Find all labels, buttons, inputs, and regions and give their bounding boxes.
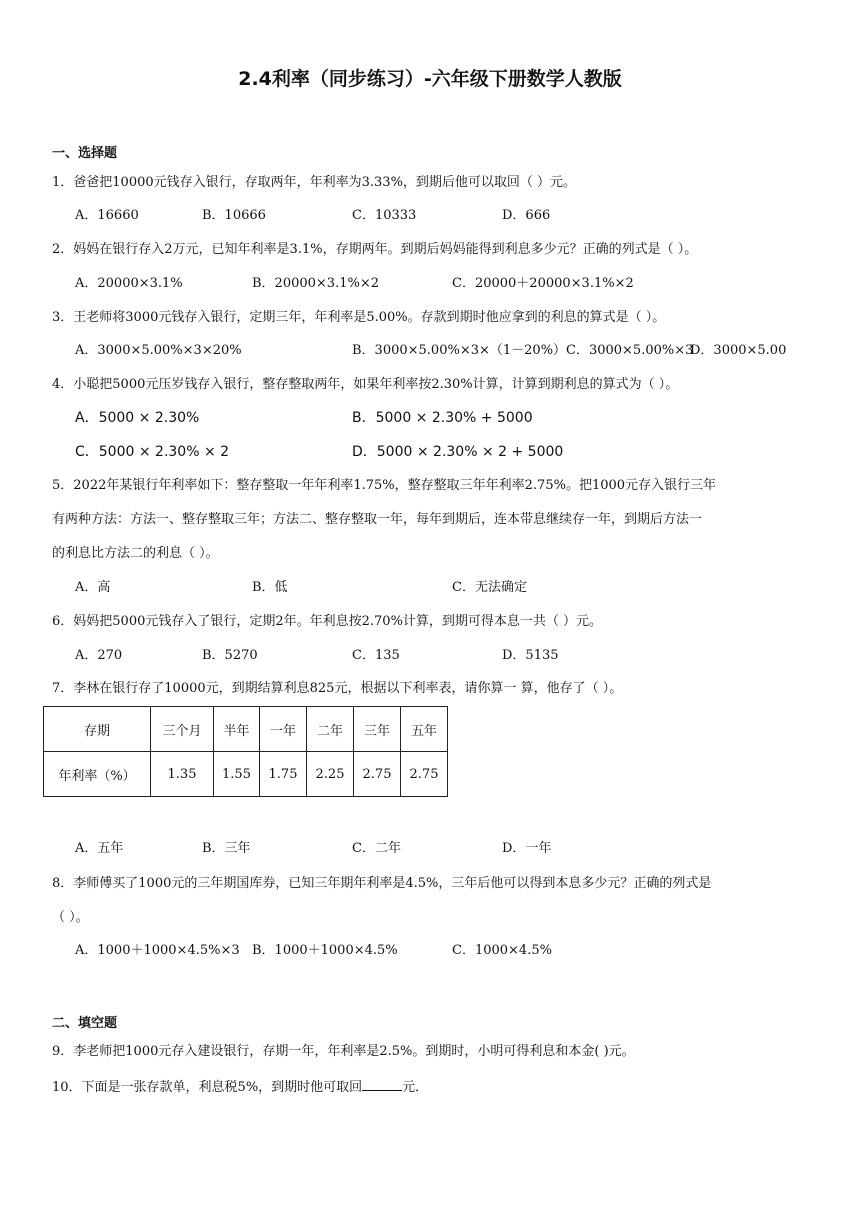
table-cell: 1.75 — [260, 752, 307, 797]
q3-option-a[interactable]: A．3000×5.00%×3×20% — [75, 343, 242, 358]
q4-option-b[interactable]: B．5000 × 2.30% + 5000 — [352, 410, 533, 426]
page-title: 2.4利率（同步练习）-六年级下册数学人教版 — [238, 68, 622, 90]
q2-option-a[interactable]: A．20000×3.1% — [75, 276, 183, 291]
question-8-line-2: （ ）。 — [52, 910, 89, 925]
table-header-cell: 半年 — [214, 707, 260, 752]
q5-option-b[interactable]: B．低 — [252, 580, 288, 595]
q7-option-d[interactable]: D．一年 — [502, 841, 552, 856]
table-header-cell: 三个月 — [151, 707, 214, 752]
question-6-stem: 6．妈妈把5000元钱存入了银行，定期2年。年利息按2.70%计算，到期可得本息一共（ ）元。 — [52, 614, 603, 629]
table-cell: 2.75 — [354, 752, 401, 797]
question-2-stem: 2．妈妈在银行存入2万元，已知年利率是3.1%，存期两年。到期后妈妈能得到利息多少元？正确的列式是（ ）。 — [52, 242, 698, 257]
q1-option-a[interactable]: A．16660 — [75, 208, 139, 223]
question-7-stem: 7．李林在银行存了10000元，到期结算利息825元，根据以下利率表，请你算一 算，他存了（ ）。 — [52, 681, 623, 696]
q4-option-d[interactable]: D．5000 × 2.30% × 2 + 5000 — [352, 444, 564, 460]
q8-option-b[interactable]: B．1000＋1000×4.5% — [252, 943, 398, 958]
question-5-line-2: 有两种方法：方法一、整存整取三年；方法二、整存整取一年，每年到期后，连本带息继续存一年，到期后方法一 — [52, 512, 703, 527]
q2-option-b[interactable]: B．20000×3.1%×2 — [252, 276, 379, 291]
table-row — [44, 752, 448, 797]
question-8-line-1: 8．李师傅买了1000元的三年期国库券，已知三年期年利率是4.5%，三年后他可以得到本息多少元？正确的列式是 — [52, 876, 712, 891]
question-3-stem: 3．王老师将3000元钱存入银行，定期三年，年利率是5.00%。存款到期时他应拿到的利息的算式是（ ）。 — [52, 310, 666, 325]
interest-rate-table — [43, 706, 448, 797]
q7-option-c[interactable]: C．二年 — [352, 841, 401, 856]
q7-option-a[interactable]: A．五年 — [75, 841, 124, 856]
question-10-stem — [52, 1078, 428, 1096]
q1-option-b[interactable]: B．10666 — [202, 208, 266, 223]
table-cell: 2.75 — [401, 752, 448, 797]
q6-option-c[interactable]: C．135 — [352, 648, 400, 663]
table-cell: 年利率（%） — [44, 752, 151, 797]
table-header-cell: 五年 — [401, 707, 448, 752]
q8-option-a[interactable]: A．1000＋1000×4.5%×3 — [75, 943, 240, 958]
q1-option-c[interactable]: C．10333 — [352, 208, 417, 223]
q3-option-d[interactable]: D．3000×5.00 — [690, 343, 787, 358]
q2-option-c[interactable]: C．20000＋20000×3.1%×2 — [452, 276, 634, 291]
table-row — [44, 707, 448, 752]
answer-blank[interactable] — [362, 1078, 402, 1091]
question-9-stem: 9．李老师把1000元存入建设银行，存期一年，年利率是2.5%。到期时，小明可得利息和本金( )元。 — [52, 1044, 635, 1059]
q1-option-d[interactable]: D．666 — [502, 208, 551, 223]
table-cell: 1.35 — [151, 752, 214, 797]
q8-option-c[interactable]: C．1000×4.5% — [452, 943, 552, 958]
q4-option-c[interactable]: C．5000 × 2.30% × 2 — [75, 444, 230, 460]
q3-option-b[interactable]: B．3000×5.00%×3×（1－20%） — [352, 343, 567, 358]
table-cell: 2.25 — [307, 752, 354, 797]
table-cell: 1.55 — [214, 752, 260, 797]
q6-option-a[interactable]: A．270 — [75, 648, 123, 663]
question-5-line-3: 的利息比方法二的利息（ ）。 — [52, 546, 219, 561]
q3-option-c[interactable]: C．3000×5.00%×3 — [566, 343, 694, 358]
table-header-cell: 三年 — [354, 707, 401, 752]
q7-option-b[interactable]: B．三年 — [202, 841, 251, 856]
question-10-text-before: 10．下面是一张存款单，利息税5%，到期时他可取回 — [52, 1080, 363, 1095]
question-5-line-1: 5．2022年某银行年利率如下：整存整取一年年利率1.75%，整存整取三年年利率2.75%。把1000元存入银行三年 — [52, 478, 717, 493]
section-heading-choice: 一、选择题 — [52, 146, 118, 161]
table-header-cell: 一年 — [260, 707, 307, 752]
q6-option-b[interactable]: B．5270 — [202, 648, 258, 663]
table-header-cell: 存期 — [44, 707, 151, 752]
q6-option-d[interactable]: D．5135 — [502, 648, 559, 663]
question-4-stem: 4．小聪把5000元压岁钱存入银行，整存整取两年，如果年利率按2.30%计算，计算到期利息的算式为（ ）。 — [52, 377, 679, 392]
table-header-cell: 二年 — [307, 707, 354, 752]
q4-option-a[interactable]: A．5000 × 2.30% — [75, 410, 200, 426]
question-1-stem: 1．爸爸把10000元钱存入银行，存取两年，年利率为3.33%，到期后他可以取回（ ）元。 — [52, 175, 577, 190]
section-heading-fill: 二、填空题 — [52, 1016, 118, 1031]
q5-option-c[interactable]: C．无法确定 — [452, 580, 527, 595]
question-10-text-after: 元． — [402, 1080, 429, 1095]
q5-option-a[interactable]: A．高 — [75, 580, 111, 595]
